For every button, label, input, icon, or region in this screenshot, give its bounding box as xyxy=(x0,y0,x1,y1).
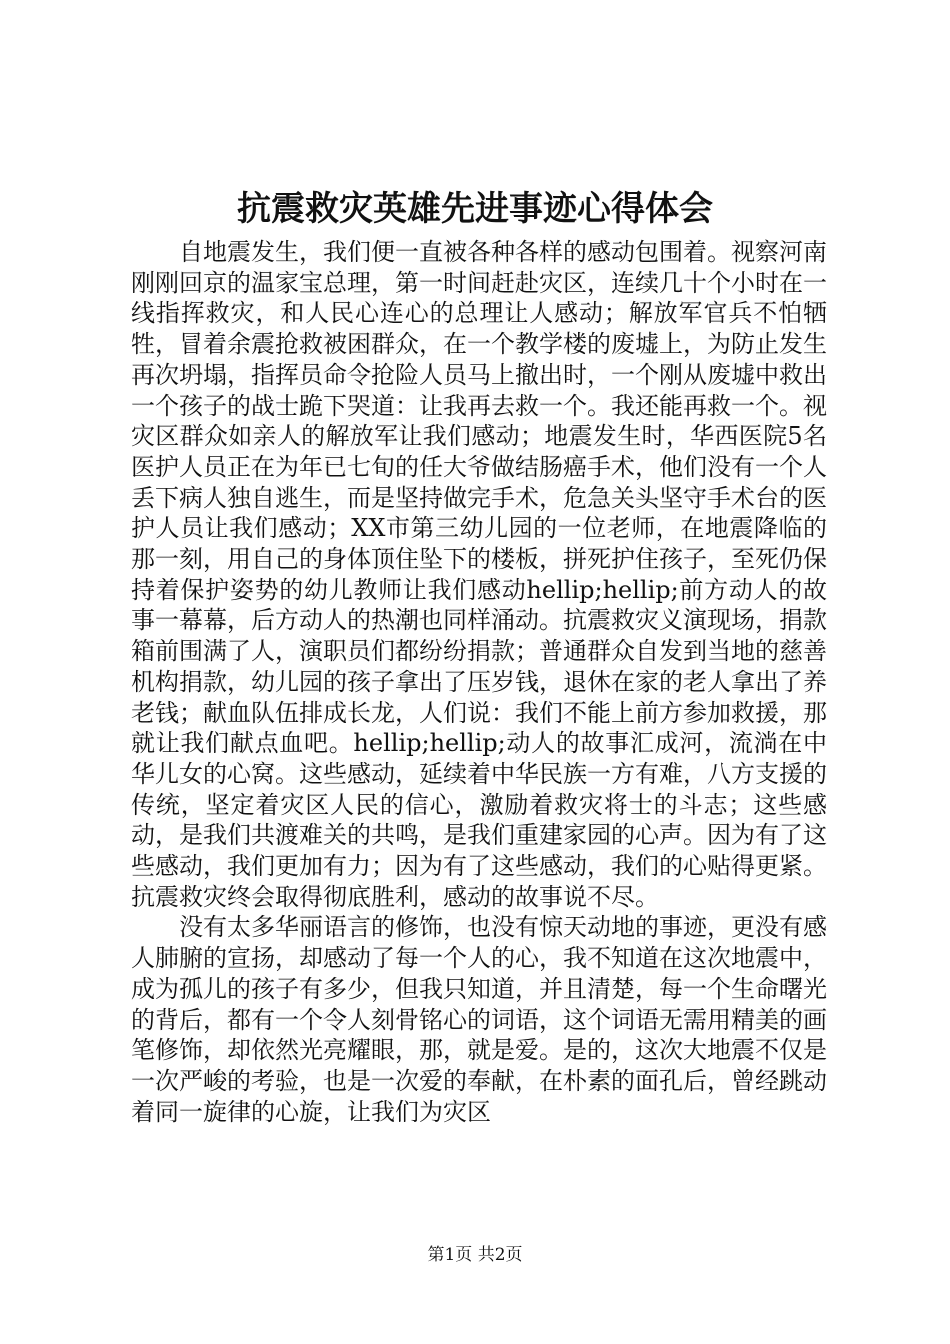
document-title: 抗震救灾英雄先进事迹心得体会 xyxy=(237,189,713,229)
paragraph-2: 没有太多华丽语言的修饰，也没有惊天动地的事迹，更没有感人肺腑的宣扬，却感动了每一个人的心，我不知道在这次地震中，成为孤儿的孩子有多少，但我只知道，并且清楚，每一个生命曙光的背后，都有一个令人刻骨铭心的词语，这个词语无需用精美的画笔修饰，却依然光亮耀眼，那，就是爱。是的，这次大地震不仅是一次严峻的考验，也是一次爱的奉献，在朴素的面孔后，曾经跳动着同一旋律的心旋，让我们为灾区 xyxy=(131,913,827,1126)
paragraph-1: 自地震发生，我们便一直被各种各样的感动包围着。视察河南刚刚回京的温家宝总理，第一时间赶赴灾区，连续几十个小时在一线指挥救灾，和人民心连心的总理让人感动；解放军官兵不怕牺牲，冒着余震抢救被困群众，在一个教学楼的废墟上，为防止发生再次坍塌，指挥员命令抢险人员马上撤出时，一个刚从废墟中救出一个孩子的战士跪下哭道：让我再去救一个。我还能再救一个。视灾区群众如亲人的解放军让我们感动；地震发生时，华西医院5名医护人员正在为年已七旬的任大爷做结肠癌手术，他们没有一个人丢下病人独自逃生，而是坚持做完手术，危急关头坚守手术台的医护人员让我们感动；XX市第三幼儿园的一位老师，在地震降临的那一刻，用自己的身体顶住坠下的楼板，拼死护住孩子，至死仍保持着保护姿势的幼儿教师让我们感动hellip;hellip;前方动人的故事一幕幕，后方动人的热潮也同样涌动。抗震救灾义演现场，捐款箱前围满了人，演职员们都纷纷捐款；普通群众自发到当地的慈善机构捐款，幼儿园的孩子拿出了压岁钱，退休在家的老人拿出了养老钱；献血队伍排成长龙，人们说：我们不能上前方参加救援，那就让我们献点血吧。hellip;hellip;动人的故事汇成河，流淌在中华儿女的心窝。这些感动，延续着中华民族一方有难，八方支援的传统，坚定着灾区人民的信心，激励着救灾将士的斗志；这些感动，是我们共渡难关的共鸣，是我们重建家园的心声。因为有了这些感动，我们更加有力；因为有了这些感动，我们的心贴得更紧。抗震救灾终会取得彻底胜利，感动的故事说不尽。 xyxy=(131,238,827,911)
document-body xyxy=(131,237,827,1127)
page-number-footer: 第1页 共2页 xyxy=(427,1245,523,1265)
